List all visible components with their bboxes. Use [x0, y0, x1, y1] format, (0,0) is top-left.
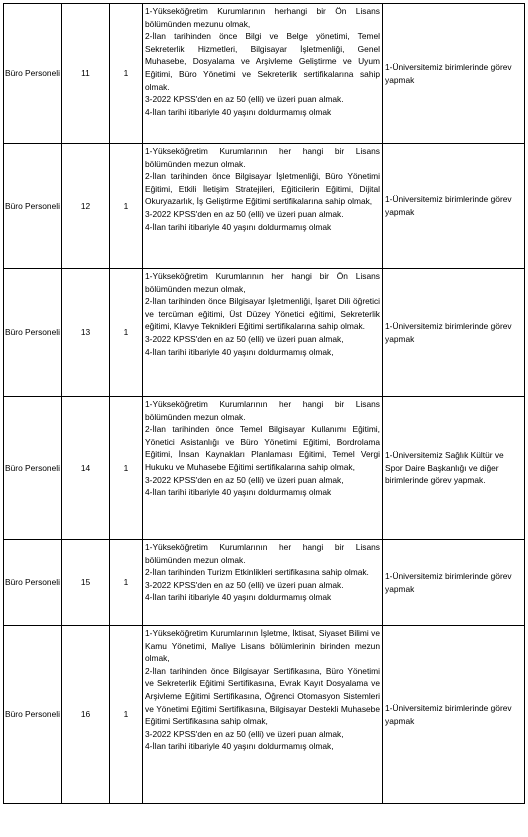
requirements-cell [143, 626, 383, 804]
table-row [4, 397, 525, 540]
requirement-item: 2-İlan tarihinden Turizm Etkinlikleri sertifikasına sahip olmak. [145, 567, 369, 578]
position-count: 1 [110, 626, 143, 804]
duty-cell: 1-Üniversitemiz Sağlık Kültür ve Spor Daire Başkanlığı ve diğer birimlerinde görev yapmak. [383, 397, 525, 540]
requirement-item: 2-İlan tarihinden önce Temel Bilgisayar Kullanımı Eğitimi, Yönetici Asistanlığı ve Büro Yönetimi Eğitimi, Bordrolama Eğitimi, İnsan Kaynakları Planlaması Eğitimi, Temel Vergi Hukuku ve Muhasebe Eğitimi sertifikalarına sahip olmak, [145, 424, 380, 473]
position-count: 1 [110, 397, 143, 540]
requirement-item: 2-İlan tarihinden önce Bilgisayar İşletmenliği, İşaret Dili öğretici ve tercüman eğitimi, Üst Düzey Yönetici eğitimi, Sekreterlik eğitimi, Klavye Teknikleri Eğitimi sertifikalarına sahip olmak. [145, 296, 380, 332]
requirement-item: 1-Yükseköğretim Kurumlarının her hangi bir Lisans bölümünden mezun olmak. [145, 399, 380, 422]
requirement-item: 3-2022 KPSS'den en az 50 (elli) ve üzeri puan almak, [145, 728, 344, 739]
duty-cell: 1-Üniversitemiz birimlerinde görev yapmak [383, 4, 525, 144]
position-number: 13 [62, 269, 110, 397]
duty-cell: 1-Üniversitemiz birimlerinde görev yapmak [383, 269, 525, 397]
position-title: Büro Personeli [4, 626, 62, 804]
requirements-cell [143, 540, 383, 626]
requirement-item: 1-Yükseköğretim Kurumlarının her hangi bir Lisans bölümünden mezun olmak. [145, 542, 380, 565]
position-title: Büro Personeli [4, 397, 62, 540]
requirement-item: 4-İlan tarihi itibariyle 40 yaşını doldurmamış olmak [145, 221, 332, 232]
position-count: 1 [110, 144, 143, 269]
position-title: Büro Personeli [4, 144, 62, 269]
positions-table [3, 3, 525, 804]
requirements-cell [143, 144, 383, 269]
position-count: 1 [110, 540, 143, 626]
table-row [4, 4, 525, 144]
requirement-item: 2-İlan tarihinden önce Bilgi ve Belge yönetimi, Temel Sekreterlik Hizmetleri, Bilgisayar İşletmenliği, Genel Muhasebe, Dosyalama ve Arşivleme Geliştirme ve Uyum Eğitimi, Büro Yönetimi ve Sekreterlik sertifikalarına sahip olmak. [145, 31, 380, 92]
requirement-item: 3-2022 KPSS'den en az 50 (elli) ve üzeri puan almak, [145, 474, 344, 485]
table-row [4, 144, 525, 269]
requirement-item: 2-İlan tarihinden önce Bilgisayar İşletmenliği, Büro Yönetimi Eğitimi, Etkili İletişim Stratejileri, Eğiticilerin Eğitimi, Dijital Okuryazarlık, İş Geliştirme Eğitimi sertifikalarına sahip olmak, [145, 171, 380, 207]
requirement-item: 1-Yükseköğretim Kurumlarının herhangi bir Ön Lisans bölümünden mezunu olmak, [145, 6, 380, 29]
position-title: Büro Personeli [4, 540, 62, 626]
position-number: 11 [62, 4, 110, 144]
requirement-item: 4-İlan tarihi itibariyle 40 yaşını doldurmamış olmak, [145, 741, 334, 752]
table-row [4, 626, 525, 804]
position-title: Büro Personeli [4, 269, 62, 397]
requirement-item: 3-2022 KPSS'den en az 50 (elli) ve üzeri puan almak. [145, 94, 344, 105]
position-number: 16 [62, 626, 110, 804]
duty-cell: 1-Üniversitemiz birimlerinde görev yapmak [383, 626, 525, 804]
table-row [4, 269, 525, 397]
requirement-item: 4-İlan tarihi itibariyle 40 yaşını doldurmamış olmak, [145, 346, 334, 357]
requirement-item: 4-İlan tarihi itibariyle 40 yaşını doldurmamış olmak [145, 487, 332, 498]
position-count: 1 [110, 4, 143, 144]
requirements-cell [143, 269, 383, 397]
requirement-item: 1-Yükseköğretim Kurumlarının İşletme, İktisat, Siyaset Bilimi ve Kamu Yönetimi, Maliye Lisans bölümlerinin birinden mezun olmak, [145, 628, 380, 664]
requirement-item: 3-2022 KPSS'den en az 50 (elli) ve üzeri puan almak, [145, 334, 344, 345]
requirements-cell [143, 397, 383, 540]
requirement-item: 1-Yükseköğretim Kurumlarının her hangi bir Lisans bölümünden mezun olmak. [145, 146, 380, 169]
requirements-cell [143, 4, 383, 144]
duty-cell: 1-Üniversitemiz birimlerinde görev yapmak [383, 144, 525, 269]
requirement-item: 4-İlan tarihi itibariyle 40 yaşını doldurmamış olmak [145, 106, 332, 117]
duty-cell: 1-Üniversitemiz birimlerinde görev yapmak [383, 540, 525, 626]
position-title: Büro Personeli [4, 4, 62, 144]
table-row [4, 540, 525, 626]
requirement-item: 2-İlan tarihinden önce Bilgisayar Sertifikasına, Büro Yönetimi ve Sekreterlik Eğitimi Sertifikasına, Evrak Kayıt Dosyalama ve Arşivleme Eğitimi Sertifikasına, Öğrenci Otomasyon Sistemleri ve Yönetimi Eğitimi Sertifikasına, Bilgisayar Destekli Muhasebe Eğitimi Sertifikasına sahip olmak, [145, 665, 380, 727]
requirement-item: 4-İlan tarihi itibariyle 40 yaşını doldurmamış olmak [145, 592, 332, 603]
position-number: 14 [62, 397, 110, 540]
position-number: 15 [62, 540, 110, 626]
requirement-item: 1-Yükseköğretim Kurumlarının her hangi bir Ön Lisans bölümünden mezun olmak, [145, 271, 380, 294]
requirement-item: 3-2022 KPSS'den en az 50 (elli) ve üzeri puan almak. [145, 209, 344, 220]
requirement-item: 3-2022 KPSS'den en az 50 (elli) ve üzeri puan almak. [145, 579, 344, 590]
position-count: 1 [110, 269, 143, 397]
position-number: 12 [62, 144, 110, 269]
